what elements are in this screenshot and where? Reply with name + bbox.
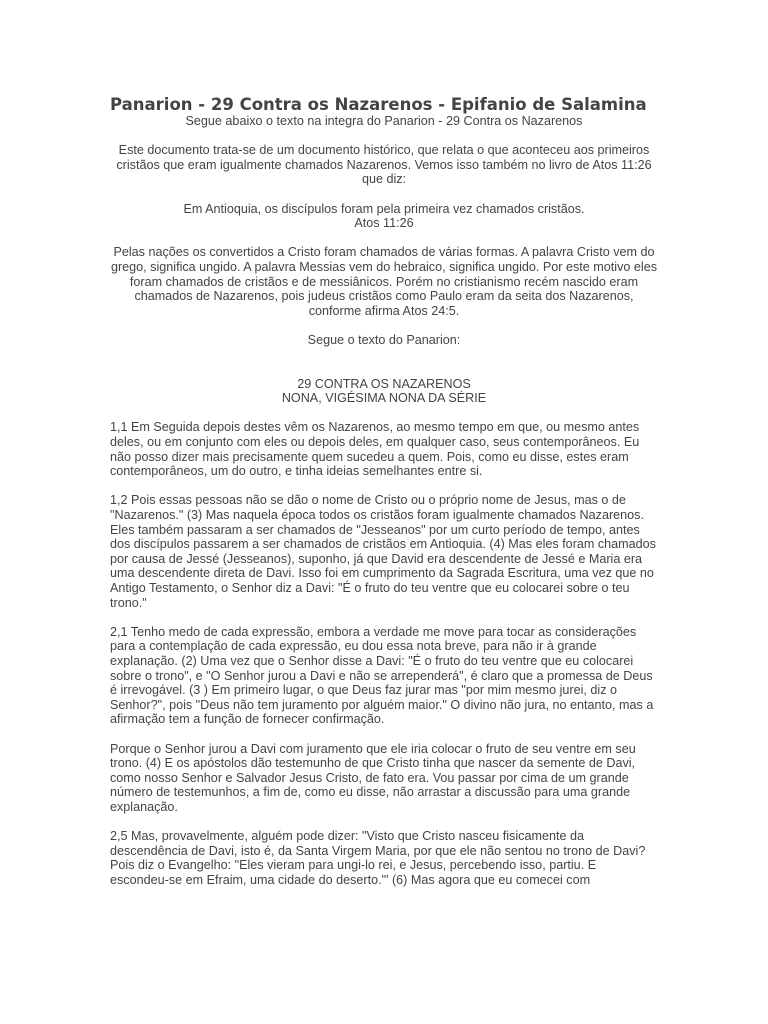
spacer (110, 231, 658, 246)
spacer (110, 318, 658, 333)
spacer (110, 479, 658, 494)
spacer (110, 129, 658, 144)
spacer (110, 815, 658, 830)
intro-paragraph: Este documento trata-se de um documento histórico, que relata o que aconteceu aos primeiros cristãos que eram igualmente chamados Nazarenos. Vemos isso também no livro de Atos 11:26 que diz: (116, 143, 652, 187)
follow-line: Segue o texto do Panarion: (307, 332, 461, 347)
quote-line: Em Antioquia, os discípulos foram pela primeira vez chamados cristãos. (183, 201, 585, 216)
paragraph-1-1: 1,1 Em Seguida depois destes vêm os Nazarenos, ao mesmo tempo em que, ou mesmo antes deles, ou em conjunto com eles ou depois deles, em qualquer caso, seus contemporâneos. Eu não posso dizer mais precisamente quem sucedeu a quem. Pois, como eu disse, estes eram contemporâneos, um do outro, e tinha ideias semelhantes entre si. (110, 420, 640, 479)
document-title: Panarion - 29 Contra os Nazarenos - Epifanio de Salamina (110, 95, 647, 114)
spacer (110, 187, 658, 202)
quote-reference: Atos 11:26 (354, 216, 414, 231)
paragraph-porque: Porque o Senhor jurou a Davi com juramento que ele iria colocar o fruto de seu ventre em seu trono. (4) E os apóstolos dão testemunho de que Cristo tinha que nascer da semente de Davi, como nosso Senhor e Salvador Jesus Cristo, de fato era. Vou passar por cima de um grande número de testemunhos, a fim de, como eu disse, não arrastar a discussão para uma grande explanação. (110, 741, 636, 814)
section-subheading: NONA, VIGÉSIMA NONA DA SÉRIE (281, 391, 487, 406)
paragraph-2-1: 2,1 Tenho medo de cada expressão, embora a verdade me move para tocar as considerações para a contemplação de cada expressão, eu dou essa nota breve, para não ir à grande explanação. (2) Uma vez que o Senhor disse a Davi: "É o fruto do teu ventre que eu colocarei sobre o trono", e "O Senhor jurou a Davi e não se arrependerá", é claro que a promessa de Deus é irrevogável. (3 ) Em primeiro lugar, o que Deus faz jurar mas "por mim mesmo jurei, diz o Senhor?", pois "Deus não tem juramento por alguém maior." O divino não jura, no entanto, mas a afirmação tem a função de fornecer confirmação. (110, 624, 654, 727)
paragraph-1-2: 1,2 Pois essas pessoas não se dão o nome de Cristo ou o próprio nome de Jesus, mas o de "Nazarenos." (3) Mas naquela época todos os cristãos foram igualmente chamados Nazarenos. Eles também passaram a ser chamados de "Jesseanos" por um curto período de tempo, antes dos discípulos passarem a ser chamados de cristãos em Antioquia. (4) Mas eles foram chamados por causa de Jessé (Jesseanos), suponho, já que David era descendente de Jessé e Maria era uma descendente direta de Davi. Isso foi em cumprimento da Sagrada Escritura, uma vez que no Antigo Testamento, o Senhor diz a Davi: "É o fruto do teu ventre que eu colocarei sobre o teu trono." (110, 493, 656, 610)
document-page (110, 96, 658, 887)
names-paragraph: Pelas nações os convertidos a Cristo foram chamados de várias formas. A palavra Cristo vem do grego, significa ungido. A palavra Messias vem do hebraico, significa ungido. Por este motivo eles foram chamados de cristãos e de messiânicos. Porém no cristianismo recém nascido eram chamados de Nazarenos, pois judeus cristãos como Paulo eram da seita dos Nazarenos, conforme afirma Atos 24:5. (110, 245, 658, 318)
spacer (110, 348, 658, 377)
section-heading: 29 CONTRA OS NAZARENOS (297, 376, 471, 391)
spacer (110, 610, 658, 625)
spacer (110, 406, 658, 421)
intro-line: Segue abaixo o texto na integra do Panarion - 29 Contra os Nazarenos (185, 114, 583, 128)
paragraph-2-5: 2,5 Mas, provavelmente, alguém pode dizer: "Visto que Cristo nasceu fisicamente da descendência de Davi, isto é, da Santa Virgem Maria, por que ele não sentou no trono de Davi? Pois diz o Evangelho: "Eles vieram para ungi-lo rei, e Jesus, percebendo isso, partiu. E escondeu-se em Efraim, uma cidade do deserto."' (6) Mas agora que eu comecei com (110, 829, 646, 887)
spacer (110, 727, 658, 742)
